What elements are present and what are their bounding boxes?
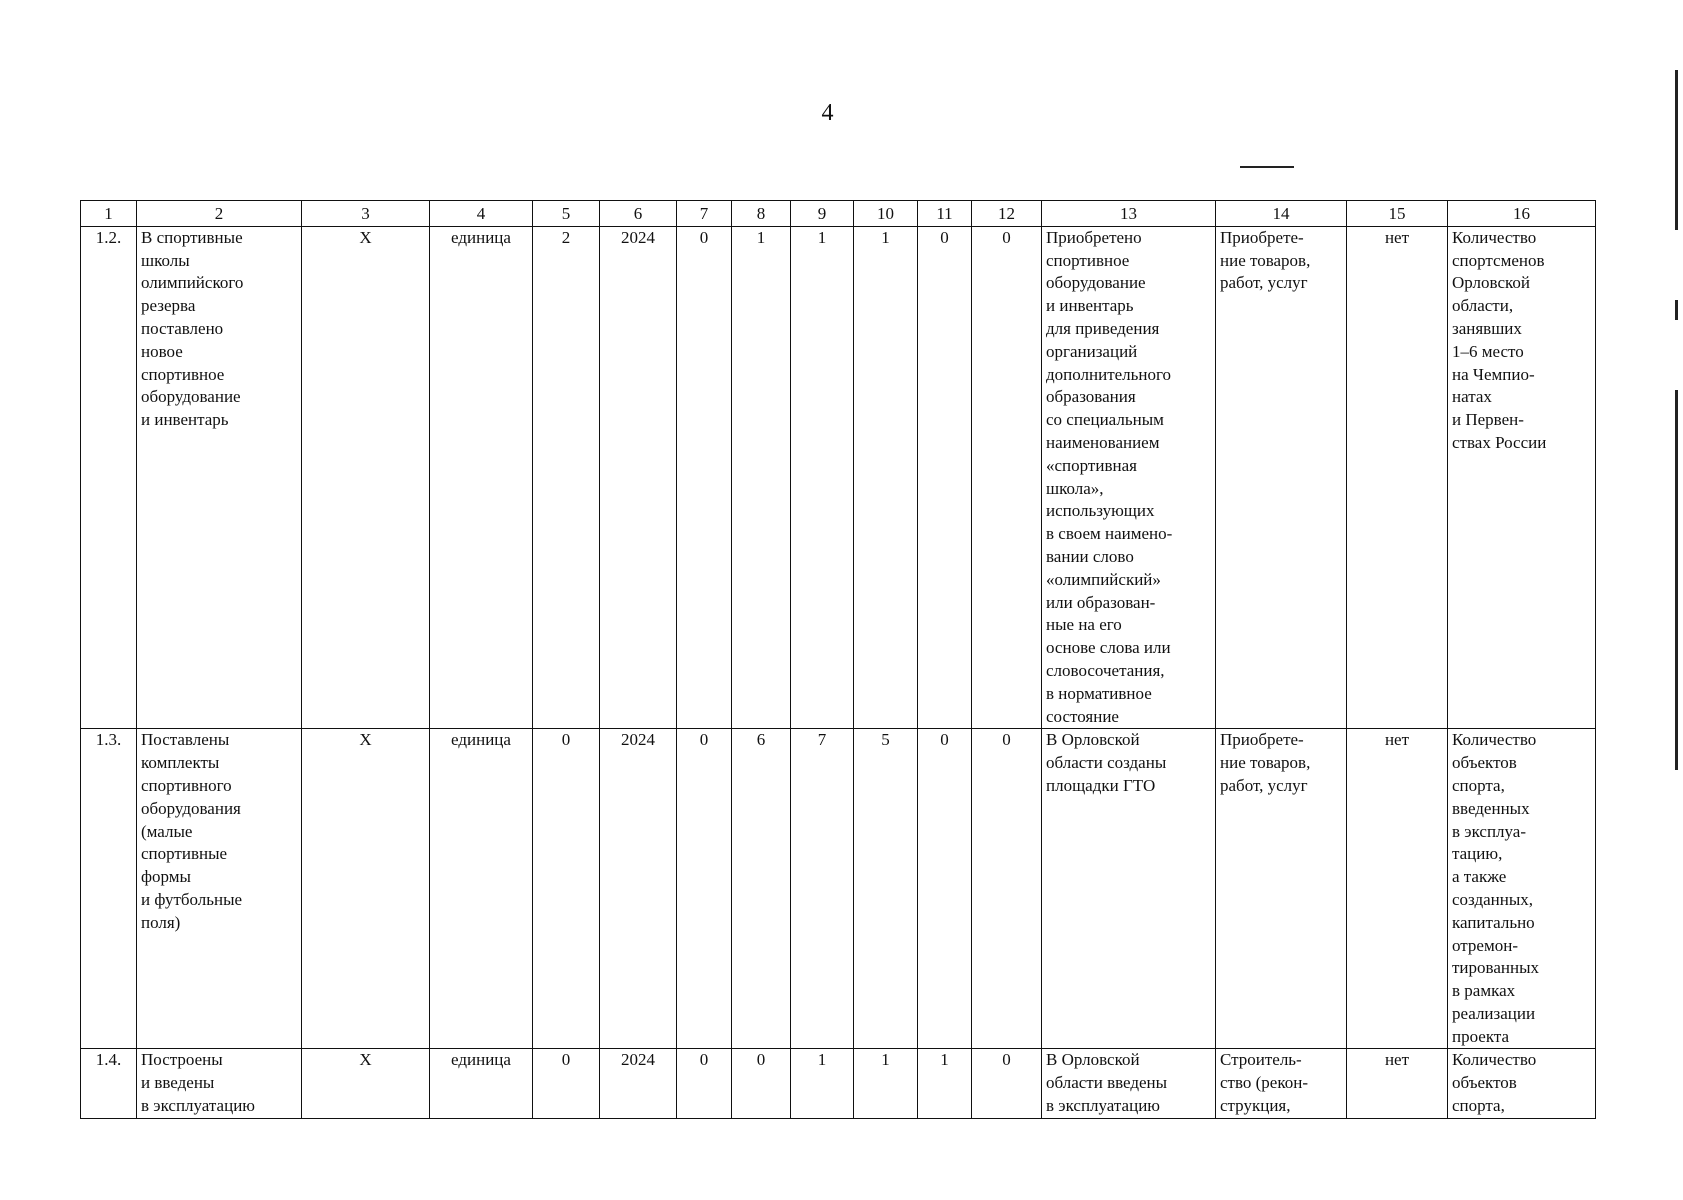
cell-col7: 0 bbox=[677, 1049, 732, 1118]
header-dash bbox=[1240, 166, 1294, 168]
cell-col15: нет bbox=[1347, 226, 1448, 729]
cell-col12: 0 bbox=[972, 226, 1042, 729]
column-header: 4 bbox=[430, 201, 533, 227]
cell-col10: 5 bbox=[854, 729, 918, 1049]
cell-col7: 0 bbox=[677, 729, 732, 1049]
table-row bbox=[81, 226, 1596, 729]
result-description: Приобретено спортивное оборудование и инвентарь для приведения организаций дополнительного образования со специальным наименованием «спортивная школа», использующих в своем наимено- вании слово «олимпийский» или образован- ные на его основе слова или словосочетания, в нормативное состояние bbox=[1042, 226, 1216, 729]
column-header: 16 bbox=[1448, 201, 1596, 227]
indicator-cell: Количество спортсменов Орловской области, занявших 1–6 место на Чемпио- натах и Первен- ствах России bbox=[1448, 226, 1596, 729]
cell-col9: 7 bbox=[791, 729, 854, 1049]
column-header: 13 bbox=[1042, 201, 1216, 227]
unit-cell: единица bbox=[430, 729, 533, 1049]
table-row bbox=[81, 1049, 1596, 1118]
cell-col9: 1 bbox=[791, 226, 854, 729]
cell-col15: нет bbox=[1347, 1049, 1448, 1118]
year-cell: 2024 bbox=[600, 1049, 677, 1118]
cell-col10: 1 bbox=[854, 226, 918, 729]
cell-col3: X bbox=[302, 729, 430, 1049]
result-type: Приобрете- ние товаров, работ, услуг bbox=[1216, 729, 1347, 1049]
result-type: Приобрете- ние товаров, работ, услуг bbox=[1216, 226, 1347, 729]
result-name: Поставлены комплекты спортивного оборудования (малые спортивные формы и футбольные поля) bbox=[137, 729, 302, 1049]
result-name: Построены и введены в эксплуатацию bbox=[137, 1049, 302, 1118]
cell-col8: 0 bbox=[732, 1049, 791, 1118]
column-header: 2 bbox=[137, 201, 302, 227]
table-row bbox=[81, 729, 1596, 1049]
column-header: 14 bbox=[1216, 201, 1347, 227]
result-description: В Орловской области созданы площадки ГТО bbox=[1042, 729, 1216, 1049]
result-description: В Орловской области введены в эксплуатацию bbox=[1042, 1049, 1216, 1118]
scan-edge-mark bbox=[1675, 390, 1678, 770]
column-header: 5 bbox=[533, 201, 600, 227]
data-table bbox=[80, 200, 1596, 1119]
result-name: В спортивные школы олимпийского резерва поставлено новое спортивное оборудование и инвентарь bbox=[137, 226, 302, 729]
cell-col11: 1 bbox=[918, 1049, 972, 1118]
cell-col3: X bbox=[302, 1049, 430, 1118]
cell-col11: 0 bbox=[918, 226, 972, 729]
result-type: Строитель- ство (рекон- струкция, bbox=[1216, 1049, 1347, 1118]
cell-col11: 0 bbox=[918, 729, 972, 1049]
column-header: 11 bbox=[918, 201, 972, 227]
row-number: 1.3. bbox=[81, 729, 137, 1049]
cell-col7: 0 bbox=[677, 226, 732, 729]
year-cell: 2024 bbox=[600, 226, 677, 729]
unit-cell: единица bbox=[430, 1049, 533, 1118]
cell-col12: 0 bbox=[972, 729, 1042, 1049]
cell-col3: X bbox=[302, 226, 430, 729]
column-header: 6 bbox=[600, 201, 677, 227]
cell-col8: 1 bbox=[732, 226, 791, 729]
year-cell: 2024 bbox=[600, 729, 677, 1049]
cell-col15: нет bbox=[1347, 729, 1448, 1049]
cell-col5: 0 bbox=[533, 1049, 600, 1118]
column-header: 10 bbox=[854, 201, 918, 227]
indicator-cell: Количество объектов спорта, введенных в эксплуа- тацию, а также созданных, капитально отремон- тированных в рамках реализации проекта bbox=[1448, 729, 1596, 1049]
unit-cell: единица bbox=[430, 226, 533, 729]
row-number: 1.4. bbox=[81, 1049, 137, 1118]
column-header: 1 bbox=[81, 201, 137, 227]
scan-edge-mark bbox=[1675, 300, 1678, 320]
column-header: 8 bbox=[732, 201, 791, 227]
cell-col9: 1 bbox=[791, 1049, 854, 1118]
cell-col10: 1 bbox=[854, 1049, 918, 1118]
column-header: 9 bbox=[791, 201, 854, 227]
row-number: 1.2. bbox=[81, 226, 137, 729]
column-header: 15 bbox=[1347, 201, 1448, 227]
indicator-cell: Количество объектов спорта, bbox=[1448, 1049, 1596, 1118]
cell-col5: 2 bbox=[533, 226, 600, 729]
cell-col8: 6 bbox=[732, 729, 791, 1049]
page-number: 4 bbox=[821, 100, 834, 126]
scan-edge-mark bbox=[1675, 70, 1678, 230]
column-header: 7 bbox=[677, 201, 732, 227]
column-header: 3 bbox=[302, 201, 430, 227]
cell-col12: 0 bbox=[972, 1049, 1042, 1118]
column-header: 12 bbox=[972, 201, 1042, 227]
header-row bbox=[81, 201, 1596, 227]
cell-col5: 0 bbox=[533, 729, 600, 1049]
